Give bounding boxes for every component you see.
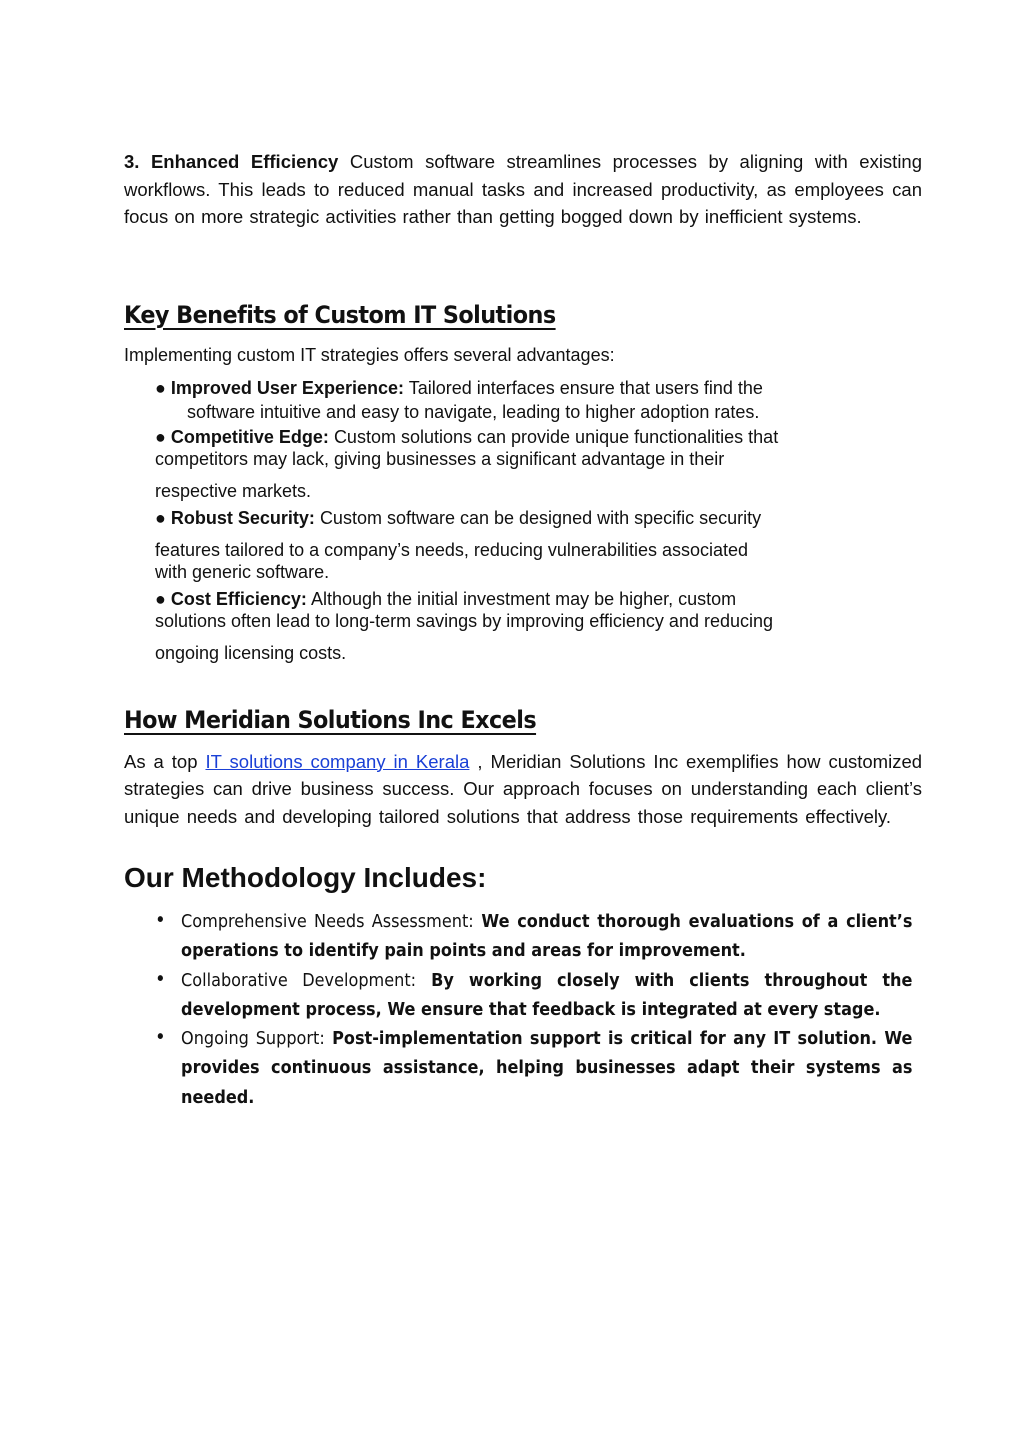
benefit-label: Robust Security:: [170, 507, 315, 528]
methodology-heading: Our Methodology Includes:: [124, 862, 487, 893]
benefit-text: solutions often lead to long-term savings by improving efficiency and reducing: [155, 610, 774, 631]
benefit-text: features tailored to a company’s needs, reducing vulnerabilities associated: [155, 539, 749, 560]
methodology-term: Collaborative Development:: [181, 970, 417, 991]
benefit-text: Custom solutions can provide unique functionalities that: [333, 426, 779, 447]
bullet-icon: ●: [155, 507, 166, 528]
bullet-icon: ●: [155, 377, 166, 398]
methodology-item: [124, 967, 912, 1026]
benefit-item: [155, 377, 895, 426]
benefits-list: [124, 377, 895, 664]
methodology-item: [124, 1025, 912, 1113]
benefit-text: software intuitive and easy to navigate, leading to higher adoption rates.: [187, 401, 760, 422]
methodology-text: By working closely with clients throughout the development process, We ensure that feedback is integrated at every stage.: [181, 970, 913, 1020]
benefit-text: ongoing licensing costs.: [155, 642, 347, 663]
benefit-label: Competitive Edge:: [170, 426, 329, 447]
bullet-icon: ●: [155, 426, 166, 447]
methodology-term: Ongoing Support:: [181, 1029, 325, 1050]
benefit-text: Tailored interfaces ensure that users find the: [408, 377, 763, 398]
efficiency-title: 3. Enhanced Efficiency: [124, 151, 339, 172]
methodology-text: We conduct thorough evaluations of a client’s operations to identify pain points and areas for improvement.: [181, 912, 913, 962]
benefit-text: with generic software.: [155, 561, 330, 582]
efficiency-body: Custom software streamlines processes by aligning with existing workflows. This leads to reduced manual tasks and increased productivity, as employees can focus on more strategic activities rather than getting bogged down by inefficient systems.: [124, 151, 923, 227]
kerala-link[interactable]: IT solutions company in Kerala: [205, 750, 470, 772]
benefit-item: [155, 588, 895, 664]
excels-heading: How Meridian Solutions Inc Excels: [124, 705, 537, 734]
benefit-label: Cost Efficiency:: [170, 588, 307, 609]
bullet-icon: •: [157, 909, 164, 931]
benefits-heading: Key Benefits of Custom IT Solutions: [124, 300, 556, 329]
document-page: [124, 148, 922, 1113]
excels-text-after: , Meridian Solutions Inc exemplifies how customized strategies can drive business success. Our approach focuses on understanding each client’s unique needs and developing tailored solutions that address those requirements effectively.: [124, 750, 923, 827]
bullet-icon: ●: [155, 588, 166, 609]
benefit-item: [155, 507, 895, 583]
benefit-label: Improved User Experience:: [170, 377, 404, 398]
excels-text-before: As a top: [124, 750, 198, 772]
benefit-text: Although the initial investment may be higher, custom: [310, 588, 737, 609]
benefit-item: [155, 426, 895, 502]
methodology-term: Comprehensive Needs Assessment:: [181, 912, 474, 932]
benefit-text: competitors may lack, giving businesses a significant advantage in their: [155, 448, 725, 469]
excels-paragraph: [124, 748, 922, 831]
methodology-item: [124, 908, 912, 967]
benefits-intro: Implementing custom IT strategies offers several advantages:: [124, 344, 615, 365]
bullet-icon: •: [157, 967, 164, 990]
efficiency-paragraph: [124, 148, 922, 231]
benefit-text: respective markets.: [155, 480, 312, 501]
methodology-list: [124, 908, 922, 1113]
bullet-icon: •: [157, 1026, 164, 1049]
methodology-text: Post-implementation support is critical for any IT solution. We provides continuous assistance, helping businesses adapt their systems as needed.: [181, 1029, 913, 1108]
benefit-text: Custom software can be designed with specific security: [319, 507, 762, 528]
